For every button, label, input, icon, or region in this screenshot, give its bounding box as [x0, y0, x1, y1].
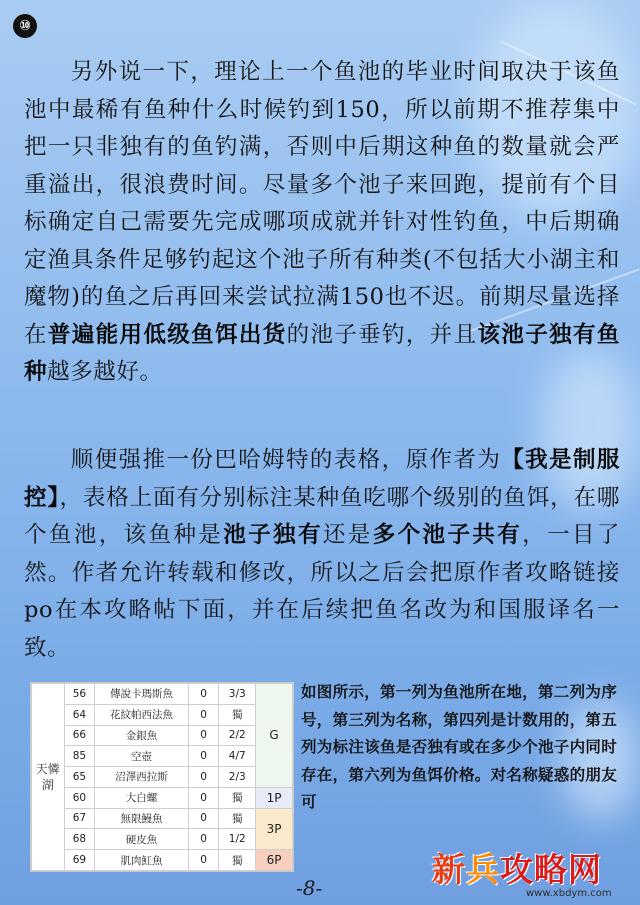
highlighted-text: 池子独有 [223, 522, 323, 548]
body-text: ，一目了然。作者允许转载和修改，所以之后会把原作者攻略链接po在本攻略帖下面，并在后续把鱼名改为和国服译名一致。 [24, 522, 621, 661]
table-row [32, 746, 293, 767]
fish-pool-share-cell: 1/2 [219, 829, 256, 850]
fish-table-screenshot [30, 682, 294, 872]
fish-name-cell: 大白螺 [95, 787, 189, 808]
highlighted-text: 【我是制服控】 [24, 447, 620, 511]
fish-pool-share-cell: 獨 [219, 850, 256, 871]
fish-count-cell: 0 [188, 808, 219, 829]
watermark-brand-part: 兵 [466, 850, 500, 889]
table-row [32, 808, 293, 829]
table-explanation-note: 如图所示，第一列为鱼池所在地，第二列为序号，第三列为名称，第四列是计数用的，第五列为标注该鱼是否独有或在多少个池子内同时存在，第六列为鱼饵价格。对名称疑惑的朋友可 [301, 683, 618, 811]
fish-name-cell: 空壺 [95, 746, 189, 767]
table-row [32, 684, 293, 705]
watermark-url: www.xbdym.com [526, 888, 612, 899]
table-row [32, 850, 293, 871]
fish-pool-share-cell: 3/3 [219, 684, 256, 705]
site-watermark-logo [432, 852, 637, 902]
fish-pool-share-cell: 獨 [219, 808, 256, 829]
fish-id-cell: 64 [64, 704, 95, 725]
fish-name-cell: 金銀魚 [95, 725, 189, 746]
bait-price-cell: G [256, 684, 293, 788]
highlighted-text: 该池子独有鱼种 [24, 321, 620, 385]
table-row [32, 704, 293, 725]
body-text: 还是 [322, 522, 373, 548]
body-text: 的池子垂钓，并且 [286, 321, 478, 348]
fish-name-cell: 花紋帕西法魚 [95, 704, 189, 725]
fish-count-cell: 0 [188, 767, 219, 788]
fish-pool-share-cell: 2/2 [219, 725, 256, 746]
fish-id-cell: 85 [64, 746, 95, 767]
fish-name-cell: 肌肉魟魚 [95, 850, 189, 871]
body-text: 顺便强推一份巴哈姆特的表格，原作者为 [70, 447, 502, 473]
body-text: 越多越好。 [47, 359, 163, 385]
fish-count-cell: 0 [188, 704, 219, 725]
fish-id-cell: 65 [64, 767, 95, 788]
body-text: 另外说一下，理论上一个鱼池的毕业时间取决于该鱼池中最稀有鱼种什么时候钓到150，所以前期不推荐集中把一只非独有的鱼钓满，否则中后期这种鱼的数量就会严重溢出，很浪费时间。尽量多个池子来回跑，提前有个目标确定自己需要先完成哪项成就并针对性钓鱼，中后期确定渔具条件足够钓起这个池子所有种类(不包括大小湖主和魔物)的鱼之后再回来尝试拉满150也不迟。前期尽量选择在 [24, 59, 620, 348]
fish-count-cell: 0 [188, 725, 219, 746]
fish-location-cell: 天憐湖 [32, 684, 65, 871]
fish-pool-share-cell: 4/7 [219, 746, 256, 767]
fish-name-cell: 硬皮魚 [95, 829, 189, 850]
fish-table [31, 683, 293, 871]
table-row [32, 725, 293, 746]
highlighted-text: 普遍能用低级鱼饵出货 [47, 321, 287, 348]
watermark-brand [432, 852, 602, 888]
fish-pool-share-cell: 獨 [219, 787, 256, 808]
watermark-brand-part: 攻略网 [500, 850, 602, 889]
bait-price-cell: 3P [256, 808, 293, 850]
paragraph-table-recommendation [24, 442, 620, 667]
fish-count-cell: 0 [188, 829, 219, 850]
fish-id-cell: 69 [64, 850, 95, 871]
fish-id-cell: 56 [64, 684, 95, 705]
section-number-badge: ⑩ [13, 14, 37, 38]
fish-pool-share-cell: 2/3 [219, 767, 256, 788]
fish-count-cell: 0 [188, 684, 219, 705]
fish-count-cell: 0 [188, 746, 219, 767]
bait-price-cell: 6P [256, 850, 293, 871]
fish-pool-share-cell: 獨 [219, 704, 256, 725]
fish-name-cell: 沼澤西拉斯 [95, 767, 189, 788]
body-text: ，表格上面有分别标注某种鱼吃哪个级别的鱼饵，在哪个鱼池，该鱼种是 [24, 484, 620, 548]
paragraph-fishing-strategy [24, 54, 620, 392]
bait-price-cell: 1P [256, 787, 293, 808]
highlighted-text: 多个池子共有 [372, 522, 523, 548]
fish-id-cell: 66 [64, 725, 95, 746]
fish-id-cell: 60 [64, 787, 95, 808]
page-number: -8- [296, 876, 323, 900]
table-row [32, 787, 293, 808]
fish-count-cell: 0 [188, 787, 219, 808]
table-row [32, 767, 293, 788]
fish-name-cell: 傳說卡瑪斯魚 [95, 684, 189, 705]
table-row [32, 829, 293, 850]
fish-id-cell: 67 [64, 808, 95, 829]
fish-count-cell: 0 [188, 850, 219, 871]
watermark-brand-part: 新 [432, 850, 466, 889]
fish-name-cell: 無限鰻魚 [95, 808, 189, 829]
fish-id-cell: 68 [64, 829, 95, 850]
